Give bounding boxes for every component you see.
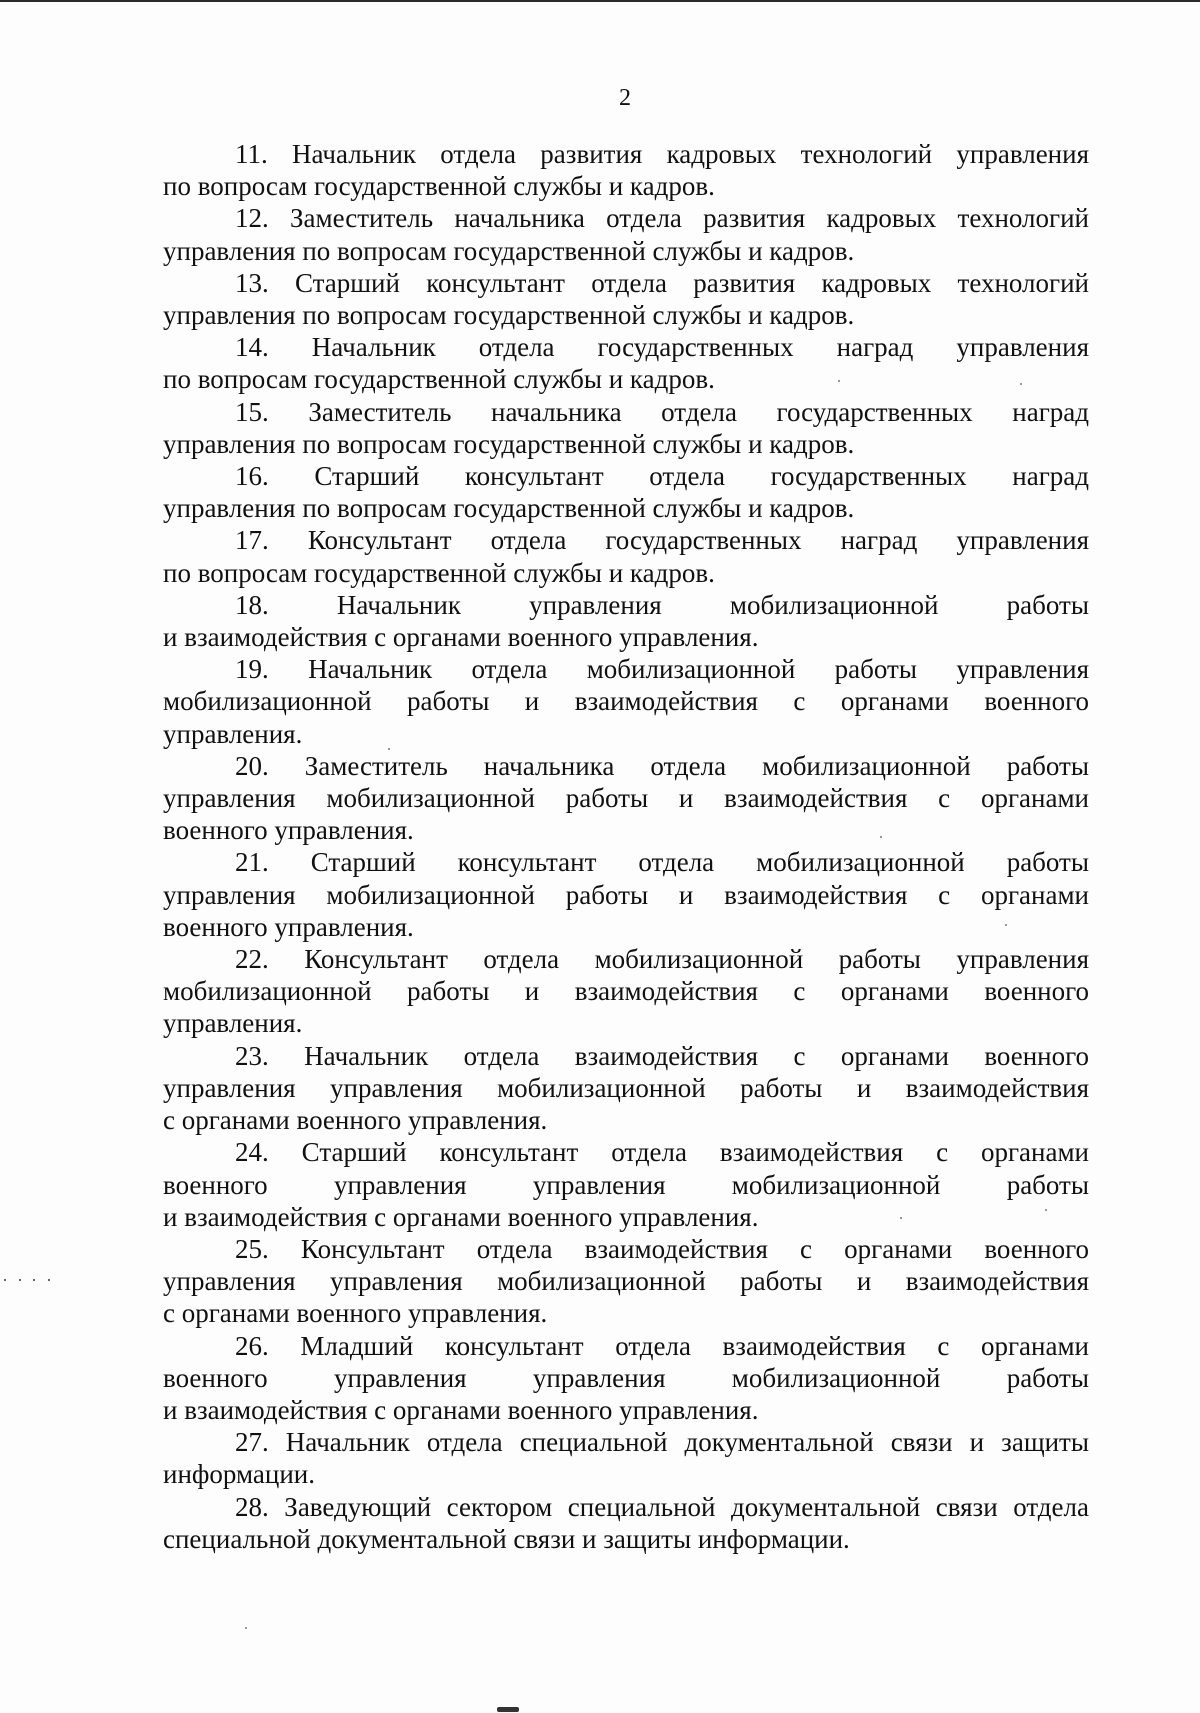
list-item	[163, 460, 1089, 524]
list-item	[163, 396, 1089, 460]
list-item-first-line: 21. Старший консультант отдела мобилизационной работы	[235, 847, 1089, 878]
list-item	[163, 1491, 1089, 1555]
list-item-line: специальной документальной связи и защиты информации.	[163, 1523, 850, 1554]
list-item-first-line: 11. Начальник отдела развития кадровых технологий управления	[235, 139, 1089, 169]
list-item	[163, 1233, 1089, 1330]
list-item-line: мобилизационной работы и взаимодействия с органами военного	[163, 686, 1089, 717]
list-item-first-line: 22. Консультант отдела мобилизационной работы управления	[235, 944, 1089, 975]
list-item-first-line: 27. Начальник отдела специальной документальной связи и защиты	[235, 1427, 1089, 1458]
list-item-line: информации.	[163, 1459, 315, 1490]
scan-bottom-mark	[497, 1707, 519, 1712]
scan-dot	[900, 1217, 902, 1219]
scan-dot	[19, 1279, 21, 1281]
list-item-line: мобилизационной работы и взаимодействия с органами военного	[163, 976, 1089, 1007]
list-item-line: военного управления.	[163, 815, 414, 846]
scan-dot	[838, 380, 840, 382]
list-item-first-line: 19. Начальник отдела мобилизационной работы управления	[235, 654, 1089, 685]
scan-top-edge	[0, 0, 1200, 2]
scan-dot	[33, 1279, 35, 1281]
list-item-line: управления управления мобилизационной работы и взаимодействия	[163, 1266, 1089, 1297]
list-item-line: управления управления мобилизационной работы и взаимодействия	[163, 1072, 1089, 1103]
list-item-first-line: 14. Начальник отдела государственных наград управления	[235, 332, 1089, 363]
list-item	[163, 750, 1089, 847]
list-item-line: военного управления управления мобилизационной работы	[163, 1169, 1089, 1200]
list-item-line: по вопросам государственной службы и кадров.	[163, 364, 715, 395]
list-item-line: управления по вопросам государственной службы и кадров.	[163, 493, 855, 524]
list-item	[163, 1040, 1089, 1137]
list-item-line: управления по вопросам государственной службы и кадров.	[163, 235, 855, 266]
list-item-first-line: 20. Заместитель начальника отдела мобилизационной работы	[235, 750, 1089, 781]
list-item-line: управления мобилизационной работы и взаимодействия с органами	[163, 879, 1089, 910]
scan-dot	[48, 1279, 50, 1281]
list-item	[163, 943, 1089, 1040]
list-item	[163, 267, 1089, 331]
list-item-first-line: 25. Консультант отдела взаимодействия с органами военного	[235, 1233, 1089, 1264]
document-body	[163, 138, 1089, 1555]
list-item-line: с органами военного управления.	[163, 1298, 548, 1329]
list-item-first-line: 17. Консультант отдела государственных наград управления	[235, 525, 1089, 556]
list-item	[163, 589, 1089, 653]
scan-dot	[1005, 924, 1007, 926]
list-item	[163, 202, 1089, 266]
scan-dot	[880, 836, 882, 838]
list-item-line: и взаимодействия с органами военного управления.	[163, 1394, 759, 1425]
list-item	[163, 1136, 1089, 1233]
list-item-line: управления мобилизационной работы и взаимодействия с органами	[163, 783, 1089, 814]
list-item	[163, 1426, 1089, 1490]
scan-margin-dots	[4, 1279, 50, 1283]
scan-dot	[1020, 383, 1022, 385]
list-item-line: управления.	[163, 1008, 303, 1039]
list-item	[163, 524, 1089, 588]
list-item-first-line: 24. Старший консультант отдела взаимодействия с органами	[235, 1137, 1089, 1168]
list-item-line: управления.	[163, 718, 303, 749]
scan-dot	[388, 748, 390, 750]
scan-dot	[245, 1627, 247, 1629]
list-item-first-line: 16. Старший консультант отдела государственных наград	[235, 461, 1089, 492]
list-item-first-line: 26. Младший консультант отдела взаимодействия с органами	[235, 1330, 1089, 1361]
list-item-line: и взаимодействия с органами военного управления.	[163, 1201, 759, 1232]
list-item-first-line: 13. Старший консультант отдела развития кадровых технологий	[235, 267, 1089, 298]
list-item-first-line: 15. Заместитель начальника отдела государственных наград	[235, 396, 1089, 427]
list-item-line: с органами военного управления.	[163, 1105, 548, 1136]
list-item-line: военного управления.	[163, 911, 414, 942]
list-item	[163, 138, 1089, 202]
list-item-line: военного управления управления мобилизационной работы	[163, 1362, 1089, 1393]
scan-dot	[4, 1279, 6, 1281]
list-item-first-line: 12. Заместитель начальника отдела развития кадровых технологий	[235, 203, 1089, 234]
list-item-first-line: 23. Начальник отдела взаимодействия с органами военного	[235, 1040, 1089, 1071]
scan-dot	[1045, 1209, 1047, 1211]
list-item	[163, 331, 1089, 395]
list-item	[163, 1330, 1089, 1427]
list-item-line: по вопросам государственной службы и кадров.	[163, 557, 715, 588]
list-item-first-line: 18. Начальник управления мобилизационной работы	[235, 589, 1089, 620]
list-item-line: управления по вопросам государственной службы и кадров.	[163, 428, 855, 459]
list-item-line: по вопросам государственной службы и кадров.	[163, 171, 715, 202]
list-item-line: управления по вопросам государственной службы и кадров.	[163, 300, 855, 331]
page-number: 2	[619, 85, 631, 111]
list-item	[163, 653, 1089, 750]
list-item-first-line: 28. Заведующий сектором специальной документальной связи отдела	[235, 1491, 1089, 1522]
list-item-line: и взаимодействия с органами военного управления.	[163, 622, 759, 653]
list-item	[163, 846, 1089, 943]
